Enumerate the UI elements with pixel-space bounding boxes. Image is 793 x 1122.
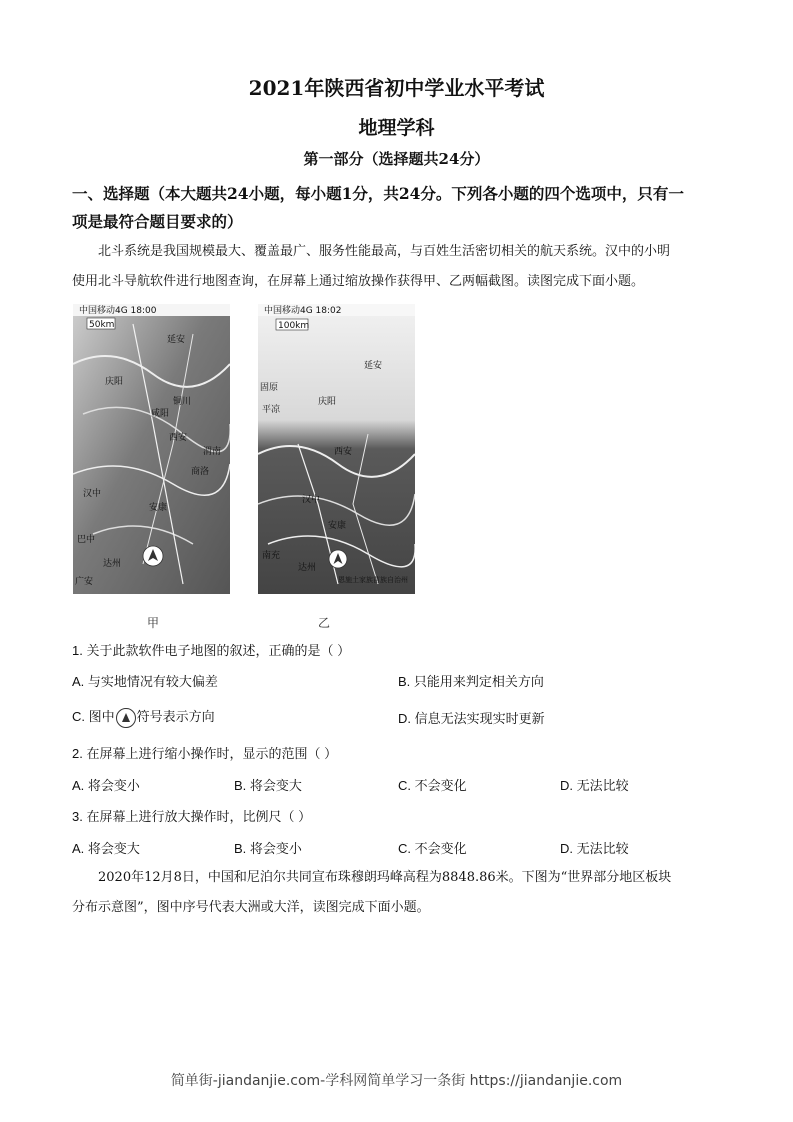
map-jia-status: 中国移动4G 18:00 <box>79 306 157 316</box>
section-heading-line1: 一、选择题（本大题共24小题，每小题1分，共24分。下列各小题的四个选项中，只有一 <box>72 184 684 203</box>
map-jia-label: 渭南 <box>203 447 222 457</box>
question-1-option-c-suffix: 符号表示方向 <box>136 709 215 724</box>
compass-icon <box>116 708 136 728</box>
map-jia-label: 庆阳 <box>105 377 124 387</box>
map-yi-label: 达州 <box>298 563 317 573</box>
map-yi-label: 西安 <box>334 447 353 457</box>
question-2-stem: 2. 在屏幕上进行缩小操作时，显示的范围（ ） <box>72 746 338 761</box>
map-jia-label: 商洛 <box>191 467 210 477</box>
map-jia-scale: 50km <box>89 320 115 330</box>
map-yi-label: 延安 <box>364 361 383 371</box>
map-yi-label: 安康 <box>328 521 347 531</box>
intro-line1: 北斗系统是我国规模最大、覆盖最广、服务性能最高，与百姓生活密切相关的航天系统。汉中的小明 <box>98 244 671 259</box>
map-yi-label: 庆阳 <box>318 397 337 407</box>
question-2-option-d[interactable]: D. 无法比较 <box>560 778 629 793</box>
question-2-option-b[interactable]: B. 将会变大 <box>234 778 302 793</box>
question-3-option-c[interactable]: C. 不会变化 <box>398 841 467 856</box>
intro2-line2: 分布示意图”，图中序号代表大洲或大洋，读图完成下面小题。 <box>72 900 430 915</box>
question-1-option-d[interactable]: D. 信息无法实现实时更新 <box>398 711 545 726</box>
section-heading-line2: 项是最符合题目要求的） <box>72 212 243 231</box>
map-yi-label: 固原 <box>260 383 279 393</box>
map-yi-label: 平凉 <box>262 405 281 415</box>
map-yi-label: 恩施土家族苗族自治州 <box>338 576 408 584</box>
compass-icon[interactable] <box>329 550 347 568</box>
question-1-option-a[interactable]: A. 与实地情况有较大偏差 <box>72 674 218 689</box>
question-3-option-a[interactable]: A. 将会变大 <box>72 841 140 856</box>
subject-title: 地理学科 <box>358 117 435 139</box>
compass-icon[interactable] <box>143 546 163 566</box>
question-3-option-b[interactable]: B. 将会变小 <box>234 841 302 856</box>
question-1-stem: 1. 关于此款软件电子地图的叙述，正确的是（ ） <box>72 643 351 658</box>
question-2-option-a[interactable]: A. 将会变小 <box>72 778 140 793</box>
question-3-stem: 3. 在屏幕上进行放大操作时，比例尺（ ） <box>72 809 312 824</box>
map-yi-label: 汉中 <box>302 495 321 505</box>
question-1-option-c[interactable] <box>72 706 215 728</box>
map-yi-scale: 100km <box>278 321 310 331</box>
map-yi <box>258 304 415 594</box>
map-jia-label: 巴中 <box>77 535 96 545</box>
question-2-option-c[interactable]: C. 不会变化 <box>398 778 467 793</box>
part-heading: 第一部分（选择题共24分） <box>303 150 490 168</box>
question-1-option-c-prefix: C. 图中 <box>72 709 115 724</box>
map-yi-label: 南充 <box>262 551 281 561</box>
map-jia-caption: 甲 <box>147 616 160 630</box>
map-jia-label: 汉中 <box>83 489 102 499</box>
map-jia-label: 广安 <box>75 577 94 587</box>
intro-line2: 使用北斗导航软件进行地图查询，在屏幕上通过缩放操作获得甲、乙两幅截图。读图完成下面小题。 <box>72 274 645 289</box>
map-jia <box>73 304 230 594</box>
question-3-option-d[interactable]: D. 无法比较 <box>560 841 629 856</box>
map-jia-label: 西安 <box>169 433 188 443</box>
map-jia-label: 达州 <box>103 559 122 569</box>
intro2-line1: 2020年12月8日，中国和尼泊尔共同宣布珠穆朗玛峰高程为8848.86米。下图为“世界部分地区板块 <box>98 870 672 885</box>
map-jia-label: 咸阳 <box>151 409 170 419</box>
map-yi-status: 中国移动4G 18:02 <box>264 306 342 316</box>
page-title: 2021年陕西省初中学业水平考试 <box>248 76 545 100</box>
map-jia-label: 延安 <box>167 335 186 345</box>
question-1-option-b[interactable]: B. 只能用来判定相关方向 <box>398 674 544 689</box>
footer-watermark: 简单街-jiandanjie.com-学科网简单学习一条街 https://jiandanjie.com <box>170 1073 623 1089</box>
map-jia-label: 安康 <box>149 503 168 513</box>
map-jia-label: 铜川 <box>173 397 192 407</box>
map-yi-caption: 乙 <box>318 616 331 630</box>
